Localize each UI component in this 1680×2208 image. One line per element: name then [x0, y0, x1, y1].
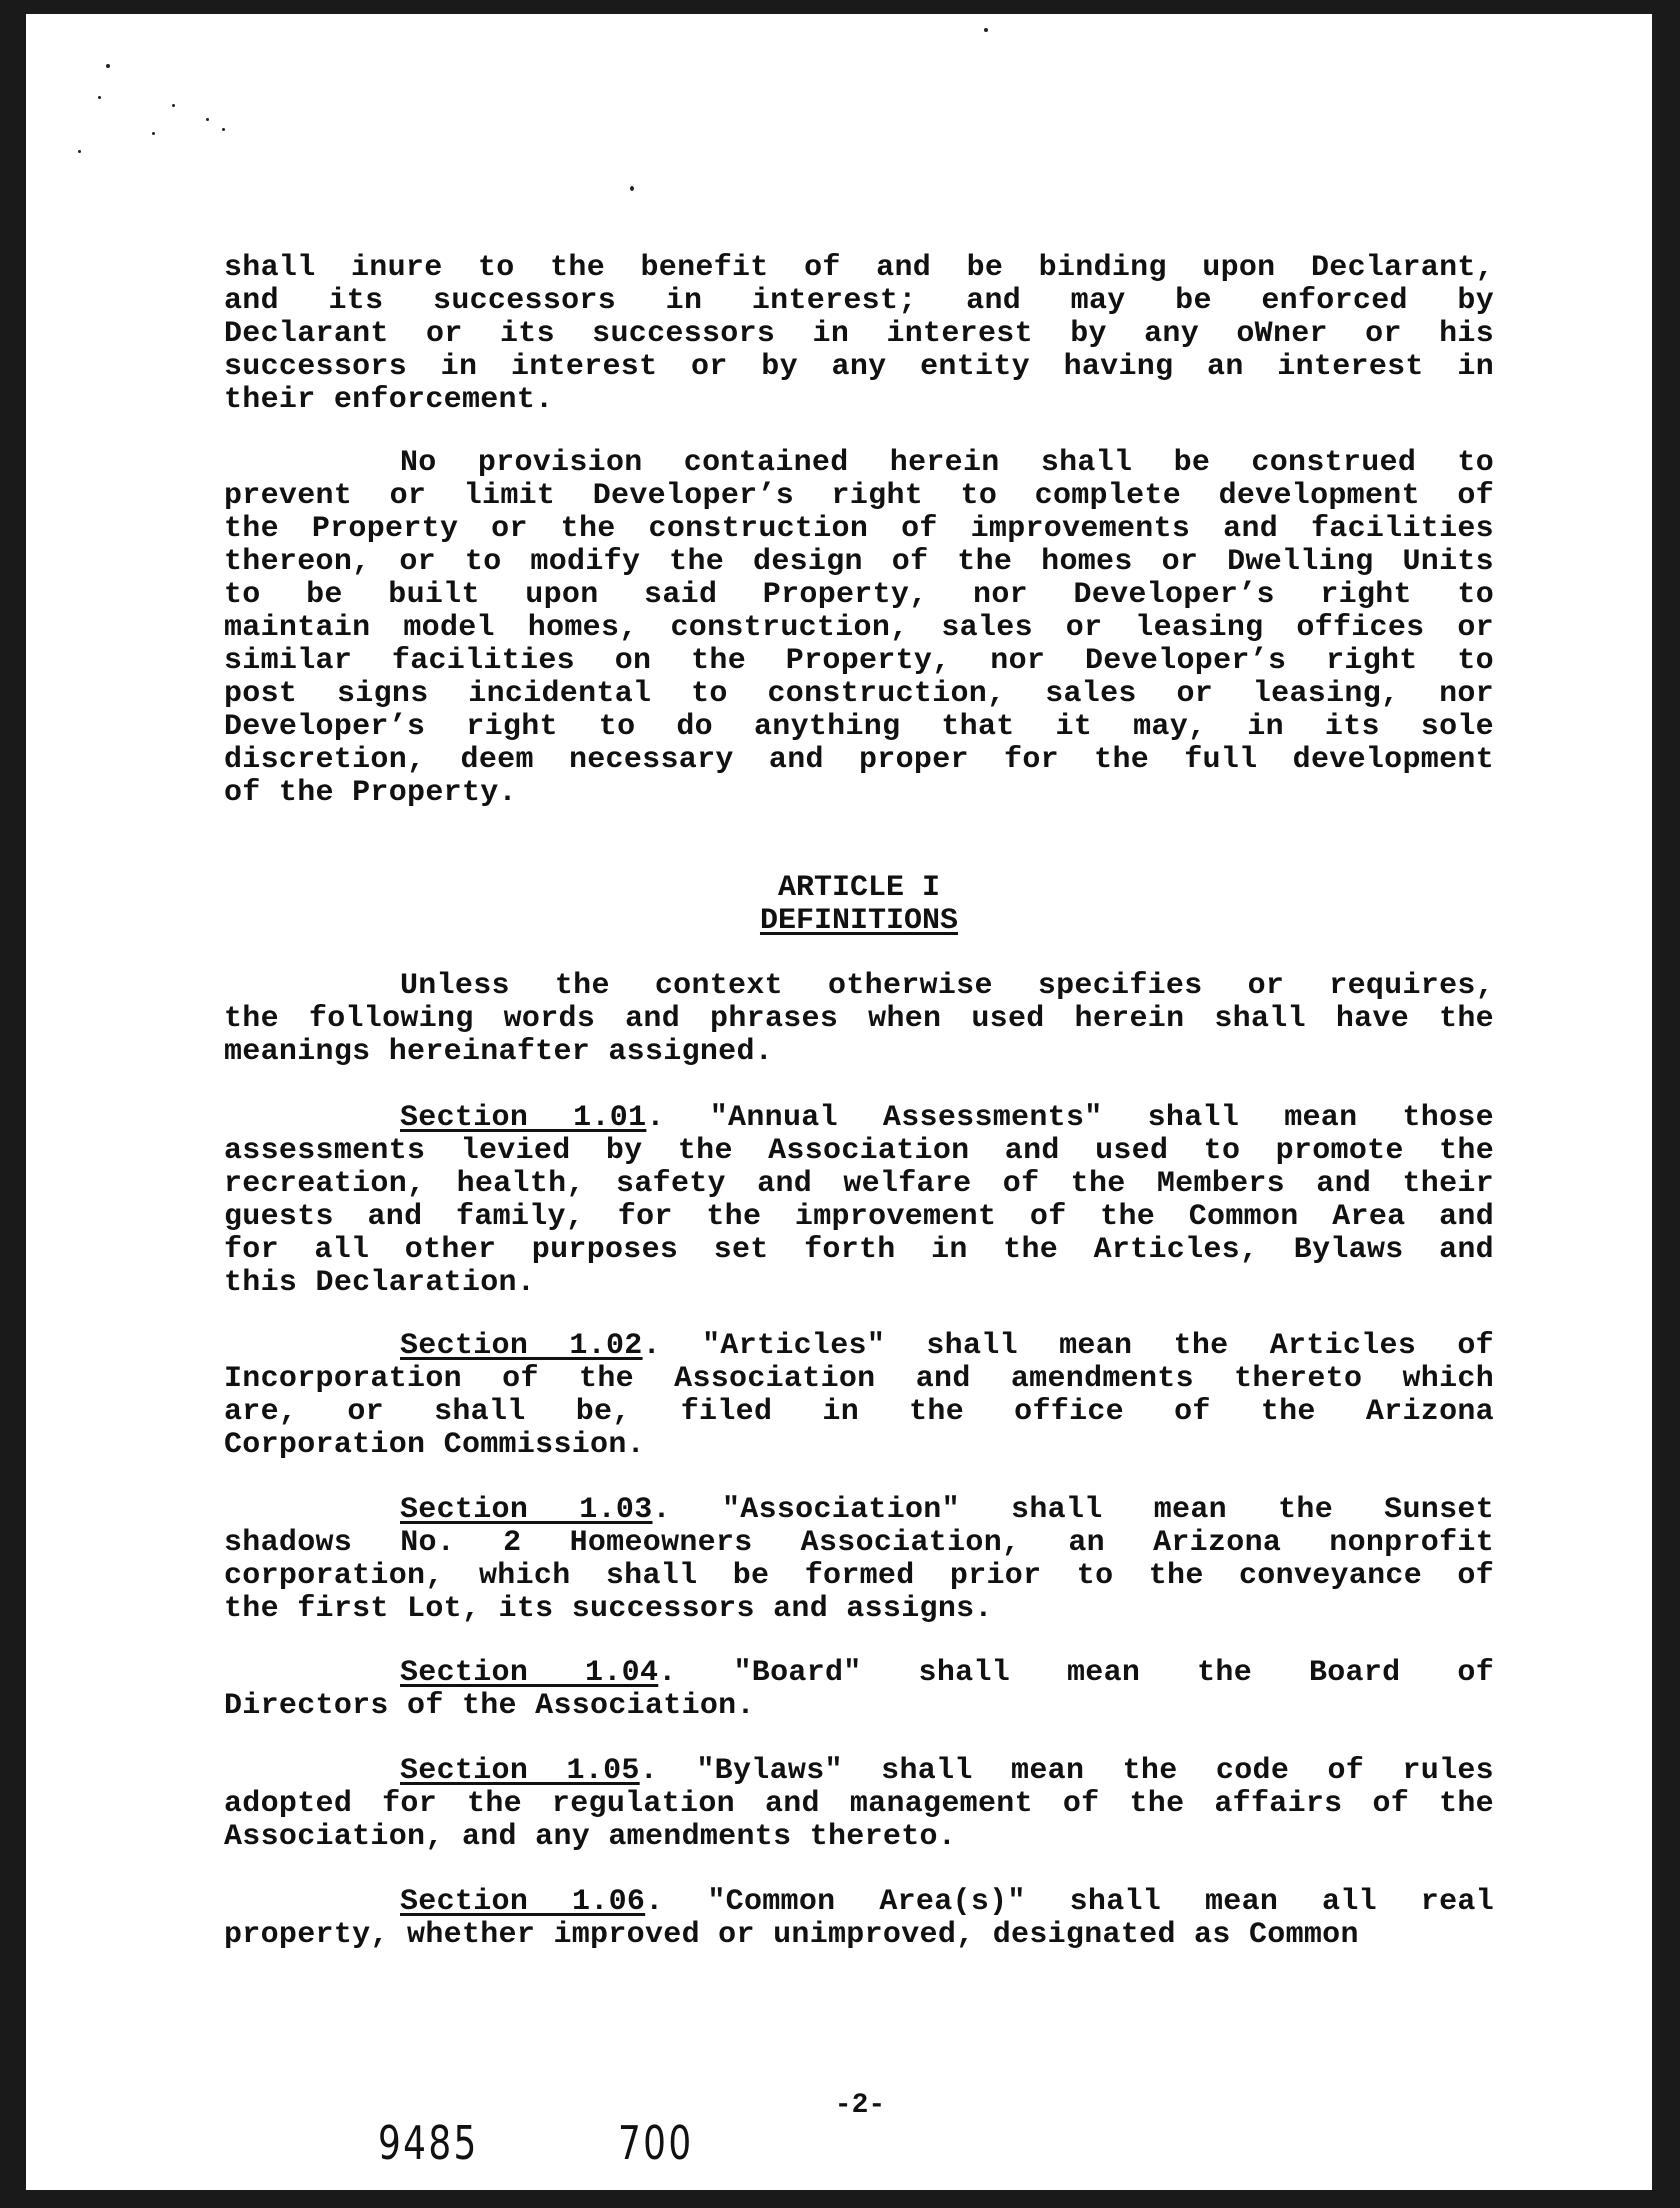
section-label: Section 1.06	[400, 1885, 646, 1919]
text-line: and its successors in interest; and may be enforced by	[224, 284, 1494, 318]
scan-speck	[206, 118, 209, 121]
scan-speck	[984, 28, 988, 32]
article-title-text: DEFINITIONS	[759, 904, 959, 938]
text-line: of the Property.	[224, 776, 517, 810]
section-lead: . "Common Area(s)" shall mean all real	[645, 1885, 1494, 1919]
section-first-line	[224, 1330, 1494, 1363]
section-lead: . "Board" shall mean the Board of	[658, 1656, 1494, 1690]
section-lead: . "Association" shall mean the Sunset	[652, 1493, 1494, 1527]
text-line: Declarant or its successors in interest by any oWner or his	[224, 317, 1494, 351]
article-number: ARTICLE I	[777, 871, 941, 905]
text-line: thereon, or to modify the design of the homes or Dwelling Units	[224, 545, 1494, 579]
text-line: recreation, health, safety and welfare of the Members and their	[224, 1167, 1494, 1201]
section-1-02	[224, 1330, 1494, 1462]
text-line: shadows No. 2 Homeowners Association, an Arizona nonprofit	[224, 1526, 1494, 1560]
text-line: adopted for the regulation and management of the affairs of the	[224, 1787, 1494, 1821]
section-first-line	[224, 1102, 1494, 1135]
section-1-04	[224, 1657, 1494, 1723]
section-lead: . "Annual Assessments" shall mean those	[646, 1101, 1494, 1135]
section-label: Section 1.05	[400, 1754, 640, 1788]
recording-stamp-book: 9485	[378, 2116, 479, 2170]
section-label: Section 1.01	[400, 1101, 647, 1135]
text-line: similar facilities on the Property, nor Developer’s right to	[224, 644, 1494, 678]
text-line: discretion, deem necessary and proper for the full development	[224, 743, 1494, 777]
text-line: assessments levied by the Association and used to promote the	[224, 1134, 1494, 1168]
section-first-line	[224, 1755, 1494, 1788]
text-line: the Property or the construction of improvements and facilities	[224, 512, 1494, 546]
text-line: guests and family, for the improvement of the Common Area and	[224, 1200, 1494, 1234]
scan-speck	[78, 150, 81, 153]
text-line: the first Lot, its successors and assigns.	[224, 1592, 993, 1626]
text-line: corporation, which shall be formed prior to the conveyance of	[224, 1559, 1494, 1593]
text-line: to be built upon said Property, nor Developer’s right to	[224, 578, 1494, 612]
text-line: Developer’s right to do anything that it may, in its sole	[224, 710, 1494, 744]
section-label: Section 1.02	[400, 1329, 643, 1363]
section-label: Section 1.03	[400, 1493, 653, 1527]
text-line: Directors of the Association.	[224, 1689, 755, 1723]
text-line: their enforcement.	[224, 383, 554, 417]
section-1-03	[224, 1494, 1494, 1626]
text-line: are, or shall be, filed in the office of the Arizona	[224, 1395, 1494, 1429]
page-number: -2-	[834, 2090, 886, 2121]
paragraph-continuation	[224, 252, 1494, 417]
text-line: No provision contained herein shall be construed to	[400, 446, 1494, 480]
paragraph-developer-rights	[224, 447, 1494, 810]
text-line: successors in interest or by any entity having an interest in	[224, 350, 1494, 384]
text-line: for all other purposes set forth in the Articles, Bylaws and	[224, 1233, 1494, 1267]
section-first-line	[224, 1494, 1494, 1527]
section-label: Section 1.04	[400, 1656, 659, 1690]
scan-speck	[630, 186, 634, 191]
text-line: maintain model homes, construction, sales or leasing offices or	[224, 611, 1494, 645]
scan-speck	[98, 96, 101, 99]
text-line: property, whether improved or unimproved, designated as Common	[224, 1918, 1359, 1952]
scan-speck	[106, 64, 110, 68]
section-1-01	[224, 1102, 1494, 1300]
text-line: Incorporation of the Association and amendments thereto which	[224, 1362, 1494, 1396]
definitions-intro	[224, 970, 1494, 1069]
scan-speck	[222, 128, 225, 131]
text-line: Association, and any amendments thereto.	[224, 1820, 957, 1854]
section-first-line	[224, 1657, 1494, 1690]
scan-speck	[152, 132, 155, 135]
text-line: Corporation Commission.	[224, 1428, 645, 1462]
scan-speck	[172, 104, 175, 107]
recording-stamp-page: 700	[618, 2116, 694, 2170]
article-title	[224, 905, 1494, 938]
text-line: meanings hereinafter assigned.	[224, 1035, 774, 1069]
text-line: prevent or limit Developer’s right to complete development of	[224, 479, 1494, 513]
section-first-line	[224, 1886, 1494, 1919]
section-1-05	[224, 1755, 1494, 1854]
text-line: post signs incidental to construction, sales or leasing, nor	[224, 677, 1494, 711]
text-line: Unless the context otherwise specifies or requires,	[400, 969, 1494, 1003]
section-lead: . "Articles" shall mean the Articles of	[642, 1329, 1494, 1363]
text-line: the following words and phrases when used herein shall have the	[224, 1002, 1494, 1036]
text-line: this Declaration.	[224, 1266, 536, 1300]
section-lead: . "Bylaws" shall mean the code of rules	[639, 1754, 1494, 1788]
section-1-06	[224, 1886, 1494, 1952]
text-line: shall inure to the benefit of and be binding upon Declarant,	[224, 251, 1494, 285]
